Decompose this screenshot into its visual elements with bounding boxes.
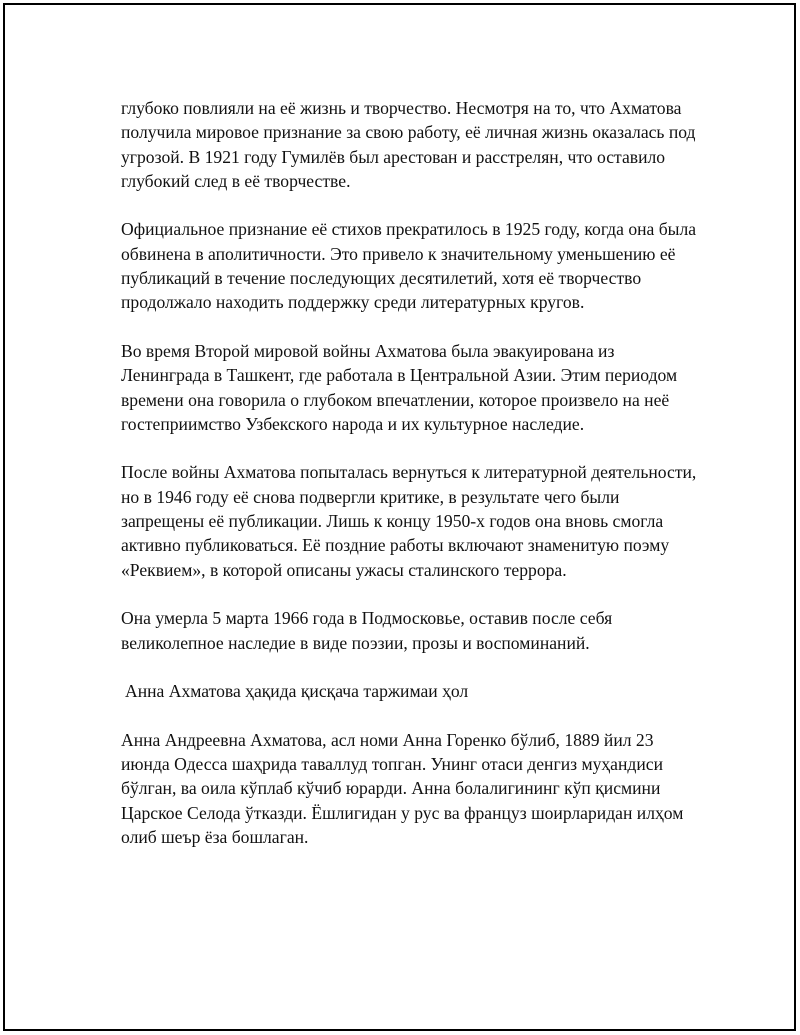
paragraph-uzbek-biography: Анна Андреевна Ахматова, асл номи Анна Горенко бўлиб, 1889 йил 23 июнда Одесса шаҳрида таваллуд топган. Унинг отаси денгиз муҳандиси бўлган, ва оила кўплаб кўчиб юрарди. Анна болалигининг кўп қисмини Царское Селода ўтказди. Ёшлигидан у рус ва француз шоирларидан илҳом олиб шеър ёза бошлаган. <box>121 729 684 847</box>
paragraph-tashkent: Во время Второй мировой войны Ахматова была эвакуирована из Ленинграда в Ташкент, где работала в Центральной Азии. Этим периодом времени она говорила о глубоком впечатлении, которое произвело на неё гостеприимство Узбекского народа и их культурное наследие. <box>121 340 678 434</box>
section-heading: Анна Ахматова ҳақида қисқача таржимаи ҳол <box>125 681 469 702</box>
document-body <box>121 96 701 874</box>
paragraph-death: Она умерла 5 марта 1966 года в Подмосковье, оставив после себя великолепное наследие в виде поэзии, прозы и воспоминаний. <box>121 608 613 653</box>
paragraph-official-recognition: Официальное признание её стихов прекратилось в 1925 году, когда она была обвинена в аполитичности. Это привело к значительному уменьшению её публикаций в течение последующих десятилетий, хотя её творчество продолжало находить поддержку среди литературных кругов. <box>121 219 697 313</box>
paragraph-gumilev: глубоко повлияли на её жизнь и творчество. Несмотря на то, что Ахматова получила мировое признание за свою работу, её личная жизнь оказалась под угрозой. В 1921 году Гумилёв был арестован и расстрелян, что оставило глубокий след в её творчестве. <box>121 98 696 191</box>
paragraph-after-war: После войны Ахматова попыталась вернуться к литературной деятельности, но в 1946 году её снова подвергли критике, в результате чего были запрещены её публикации. Лишь к концу 1950-х годов она вновь смогла активно публиковаться. Её поздние работы включают знаменитую поэму «Реквием», в которой описаны ужасы сталинского террора. <box>121 462 697 580</box>
page-frame <box>3 3 796 1031</box>
